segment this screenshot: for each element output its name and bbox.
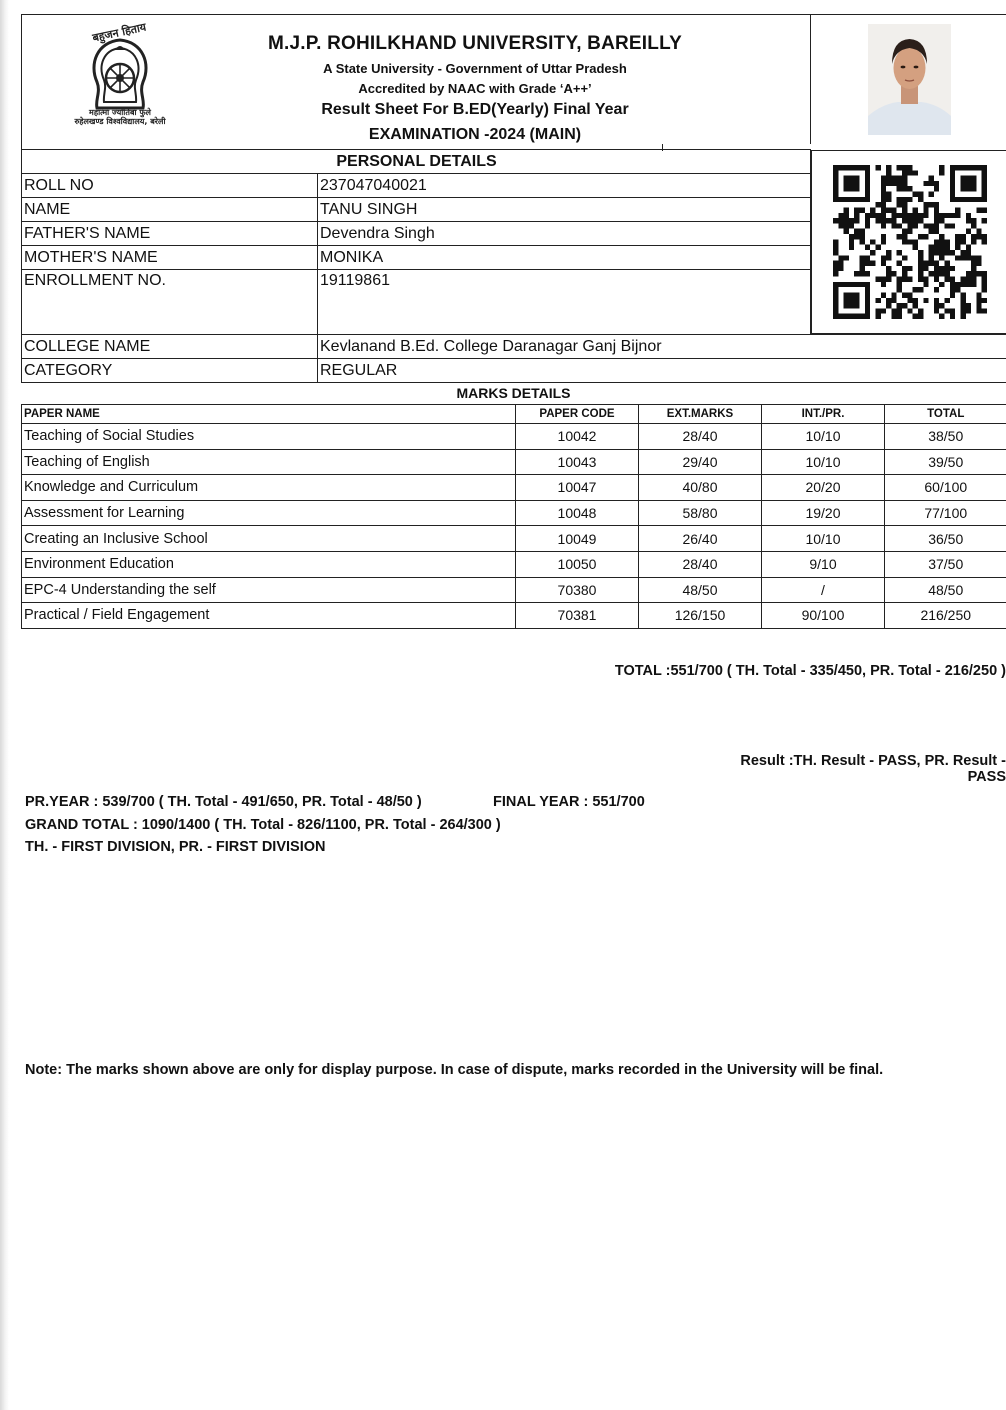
int-marks: 20/20: [762, 475, 885, 501]
table-row: [22, 551, 1006, 577]
int-marks: /: [762, 577, 885, 603]
paper-name: Knowledge and Curriculum: [22, 475, 516, 501]
college-label: COLLEGE NAME: [22, 335, 318, 359]
category-value: REGULAR: [318, 359, 1006, 383]
total-marks: 48/50: [885, 577, 1006, 603]
college-row: [22, 335, 1006, 359]
paper-name: EPC-4 Understanding the self: [22, 577, 516, 603]
paper-name: Teaching of English: [22, 449, 516, 475]
total-marks: 216/250: [885, 603, 1006, 629]
father-name-label: FATHER'S NAME: [22, 222, 318, 246]
college-section: [21, 334, 1006, 383]
enrollment-label: ENROLLMENT NO.: [22, 270, 318, 335]
ext-marks: 28/40: [639, 551, 762, 577]
table-row: [22, 449, 1006, 475]
result-line-2: PASS: [967, 769, 1006, 785]
grand-total-summary: GRAND TOTAL : 1090/1400 ( TH. Total - 826/1100, PR. Total - 264/300 ): [25, 817, 501, 833]
paper-code: 10048: [516, 500, 639, 526]
table-row: [22, 475, 1006, 501]
marks-details-title: MARKS DETAILS: [456, 385, 571, 401]
paper-name: Creating an Inclusive School: [22, 526, 516, 552]
result-line: [640, 753, 1006, 785]
ext-marks: 28/40: [639, 424, 762, 450]
roll-no-label: ROLL NO: [22, 174, 318, 198]
ext-marks: 58/80: [639, 500, 762, 526]
page-edge-shadow: [0, 0, 9, 1410]
personal-details-table: [21, 150, 812, 335]
ext-marks: 40/80: [639, 475, 762, 501]
student-photo: [868, 24, 951, 135]
table-row: [22, 526, 1006, 552]
category-label: CATEGORY: [22, 359, 318, 383]
int-marks: 10/10: [762, 526, 885, 552]
paper-code: 10049: [516, 526, 639, 552]
total-marks: 77/100: [885, 500, 1006, 526]
total-marks: 38/50: [885, 424, 1006, 450]
sheet-title: Result Sheet For B.ED(Yearly) Final Year: [321, 101, 629, 118]
division-summary: TH. - FIRST DIVISION, PR. - FIRST DIVISION: [25, 839, 326, 855]
total-line: TOTAL :551/700 ( TH. Total - 335/450, PR. Total - 216/250 ): [614, 663, 1006, 679]
roll-no-row: [22, 174, 812, 198]
college-table: [21, 334, 1006, 383]
col-paper-code: PAPER CODE: [516, 405, 639, 424]
final-year-summary: FINAL YEAR : 551/700: [493, 794, 645, 810]
paper-name: Teaching of Social Studies: [22, 424, 516, 450]
college-value: Kevlanand B.Ed. College Daranagar Ganj Bijnor: [318, 335, 1006, 359]
accreditation-text: Accredited by NAAC with Grade ‘A++’: [358, 81, 592, 96]
paper-name: Assessment for Learning: [22, 500, 516, 526]
category-row: [22, 359, 1006, 383]
col-int-pr: INT./PR.: [762, 405, 885, 424]
father-name-value: Devendra Singh: [318, 222, 812, 246]
col-ext-marks: EXT.MARKS: [639, 405, 762, 424]
logo-caption: [60, 108, 180, 126]
paper-code: 10043: [516, 449, 639, 475]
personal-details-section: [21, 150, 811, 335]
roll-no-value: 237047040021: [318, 174, 812, 198]
mother-name-value: MONIKA: [318, 246, 812, 270]
paper-code: 10050: [516, 551, 639, 577]
enrollment-row: [22, 270, 812, 335]
table-row: [22, 424, 1006, 450]
mother-name-label: MOTHER'S NAME: [22, 246, 318, 270]
name-row: [22, 198, 812, 222]
disclaimer-note: Note: The marks shown above are only for display purpose. In case of dispute, marks recorded in the University will be final.: [25, 1062, 884, 1078]
int-marks: 10/10: [762, 449, 885, 475]
logo-motto: बहुजन हिताय: [91, 20, 148, 45]
paper-code: 70380: [516, 577, 639, 603]
total-marks: 60/100: [885, 475, 1006, 501]
marks-header-row: [22, 405, 1006, 424]
logo-caption-line1: महात्मा ज्योतिबा फुले: [89, 108, 151, 117]
ext-marks: 26/40: [639, 526, 762, 552]
university-subtitle: A State University - Government of Uttar Pradesh: [323, 61, 627, 76]
ext-marks: 126/150: [639, 603, 762, 629]
name-value: TANU SINGH: [318, 198, 812, 222]
paper-name: Environment Education: [22, 551, 516, 577]
result-line-1: Result :TH. Result - PASS, PR. Result -: [740, 753, 1006, 769]
exam-title: EXAMINATION -2024 (MAIN): [368, 126, 582, 143]
total-marks: 39/50: [885, 449, 1006, 475]
col-paper-name: PAPER NAME: [22, 405, 516, 424]
university-name: M.J.P. ROHILKHAND UNIVERSITY, BAREILLY: [267, 33, 683, 54]
name-label: NAME: [22, 198, 318, 222]
int-marks: 90/100: [762, 603, 885, 629]
logo-caption-line2: रुहेलखण्ड विश्वविद्यालय, बरेली: [74, 117, 166, 126]
paper-code: 70381: [516, 603, 639, 629]
ext-marks: 29/40: [639, 449, 762, 475]
qr-code-icon: [833, 163, 987, 321]
ext-marks: 48/50: [639, 577, 762, 603]
col-total: TOTAL: [885, 405, 1006, 424]
pr-year-summary: PR.YEAR : 539/700 ( TH. Total - 491/650, PR. Total - 48/50 ): [25, 794, 422, 810]
int-marks: 9/10: [762, 551, 885, 577]
int-marks: 10/10: [762, 424, 885, 450]
paper-code: 10042: [516, 424, 639, 450]
paper-code: 10047: [516, 475, 639, 501]
int-marks: 19/20: [762, 500, 885, 526]
total-marks: 37/50: [885, 551, 1006, 577]
father-name-row: [22, 222, 812, 246]
marks-details-section: [21, 404, 1006, 629]
table-row: [22, 603, 1006, 629]
marks-table: [21, 404, 1006, 629]
table-row: [22, 577, 1006, 603]
mother-name-row: [22, 246, 812, 270]
personal-details-title: PERSONAL DETAILS: [22, 150, 812, 174]
total-marks: 36/50: [885, 526, 1006, 552]
enrollment-value: 19119861: [318, 270, 812, 335]
paper-name: Practical / Field Engagement: [22, 603, 516, 629]
table-row: [22, 500, 1006, 526]
